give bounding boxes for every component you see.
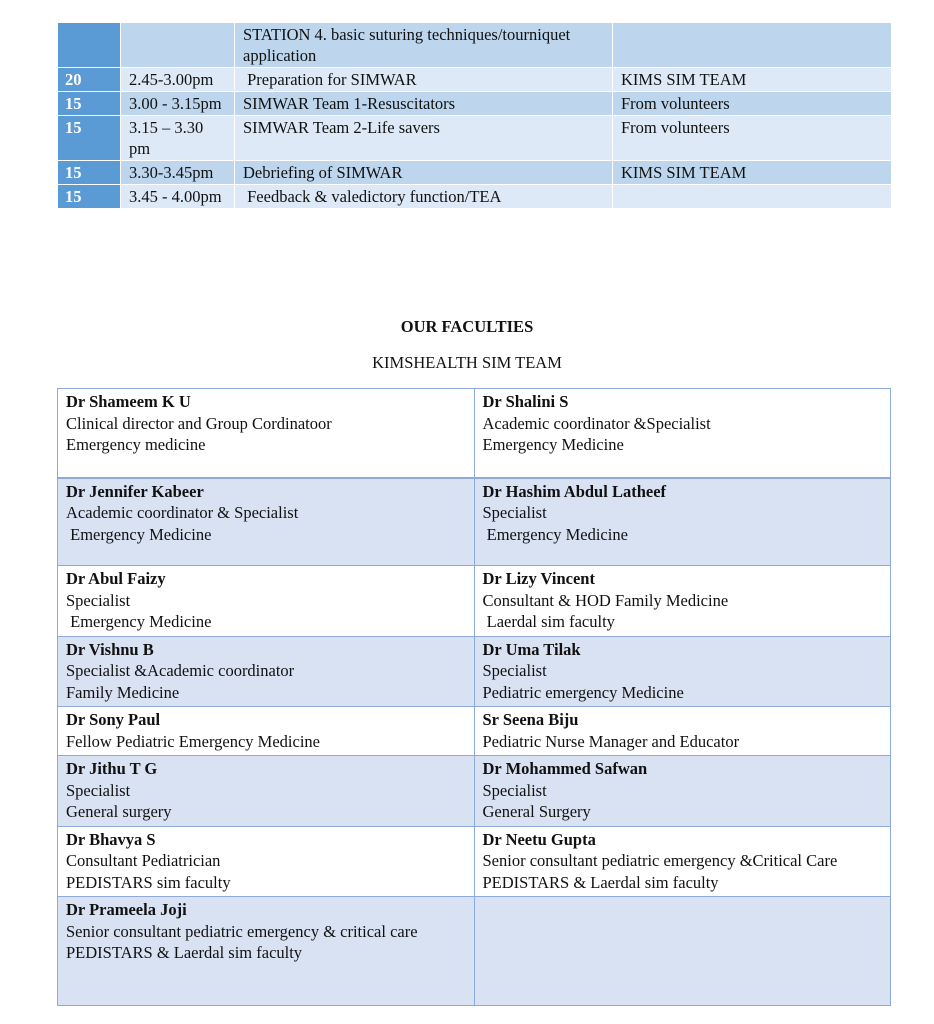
faculty-role-line: Emergency Medicine [482, 524, 628, 544]
faculty-cell [474, 707, 891, 756]
faculty-cell [58, 756, 475, 827]
faculty-name: Dr Vishnu B [66, 639, 154, 659]
faculty-cell [58, 478, 475, 566]
faculty-role-line: Specialist [482, 503, 547, 522]
faculty-cell [58, 707, 475, 756]
faculty-role-line: Academic coordinator &Specialist [482, 413, 711, 433]
facilitator-cell: From volunteers [613, 92, 892, 116]
faculty-cell [474, 826, 891, 897]
time-cell: 3.45 - 4.00pm [121, 185, 235, 209]
duration-cell: 15 [58, 116, 121, 161]
faculty-cell [474, 756, 891, 827]
faculty-role-line: Specialist [66, 590, 131, 610]
duration-cell: 15 [58, 185, 121, 209]
faculty-role-line: Pediatric emergency Medicine [482, 682, 684, 702]
schedule-row [58, 161, 892, 185]
faculty-name: Dr Shalini S [482, 392, 569, 411]
time-cell: 3.30-3.45pm [121, 161, 235, 185]
faculty-role-line: Emergency Medicine [66, 524, 212, 544]
faculty-cell [58, 897, 475, 1006]
faculty-name: Dr Jennifer Kabeer [66, 481, 204, 501]
facilitator-cell [613, 185, 892, 209]
faculty-role-line: Specialist &Academic coordinator [66, 661, 295, 680]
activity-cell: STATION 4. basic suturing techniques/tourniquet application [235, 23, 613, 68]
faculty-role-line: Clinical director and Group Cordinatoor [66, 413, 332, 433]
faculty-role-line: Emergency Medicine [482, 435, 624, 454]
faculty-cell [58, 389, 475, 478]
faculty-role-line: PEDISTARS & Laerdal sim faculty [482, 872, 719, 892]
faculty-row [58, 389, 891, 478]
faculty-role-line: Emergency medicine [66, 435, 206, 454]
faculty-name: Dr Neetu Gupta [482, 829, 596, 849]
faculty-name: Dr Mohammed Safwan [482, 759, 648, 778]
faculty-role-line: Senior consultant pediatric emergency &Critical Care [482, 851, 838, 870]
faculty-row [58, 756, 891, 827]
faculty-role-line: Consultant & HOD Family Medicine [482, 590, 729, 610]
activity-cell: Feedback & valedictory function/TEA [235, 185, 613, 209]
faculty-role-line: Emergency Medicine [66, 612, 212, 631]
duration-cell: 20 [58, 68, 121, 92]
faculty-cell [474, 478, 891, 566]
faculty-role-line: Specialist [66, 780, 131, 800]
activity-cell: SIMWAR Team 1-Resuscitators [235, 92, 613, 116]
schedule-table [57, 22, 892, 209]
faculty-role-line: Specialist [482, 780, 547, 800]
faculty-name: Dr Hashim Abdul Latheef [482, 481, 667, 501]
faculty-name: Dr Sony Paul [66, 710, 161, 729]
activity-cell: SIMWAR Team 2-Life savers [235, 116, 613, 161]
faculty-row [58, 707, 891, 756]
faculty-role-line: Fellow Pediatric Emergency Medicine [66, 731, 320, 751]
activity-cell: Debriefing of SIMWAR [235, 161, 613, 185]
facilitator-cell: From volunteers [613, 116, 892, 161]
faculty-role-line: PEDISTARS sim faculty [66, 872, 231, 892]
faculty-table [57, 388, 891, 1006]
faculty-role-line: PEDISTARS & Laerdal sim faculty [66, 943, 303, 962]
faculty-role-line: Laerdal sim faculty [482, 612, 615, 631]
faculty-row [58, 636, 891, 707]
duration-cell [58, 23, 121, 68]
faculty-cell [474, 636, 891, 707]
faculty-name: Dr Uma Tilak [482, 639, 581, 659]
facilitator-cell: KIMS SIM TEAM [613, 68, 892, 92]
activity-cell: Preparation for SIMWAR [235, 68, 613, 92]
faculty-cell [474, 566, 891, 637]
faculties-title: OUR FACULTIES [400, 317, 534, 336]
faculty-name: Sr Seena Biju [482, 710, 579, 729]
faculty-name: Dr Bhavya S [66, 829, 156, 849]
facilitator-cell [613, 23, 892, 68]
faculty-row [58, 566, 891, 637]
faculty-role-line: Academic coordinator & Specialist [66, 503, 299, 522]
faculty-role-line: General Surgery [482, 802, 591, 821]
faculty-cell [58, 566, 475, 637]
faculty-cell [474, 897, 891, 1006]
schedule-row [58, 23, 892, 68]
faculty-cell [58, 636, 475, 707]
faculty-name: Dr Shameem K U [66, 392, 191, 411]
faculty-row [58, 826, 891, 897]
faculty-row [58, 478, 891, 566]
schedule-row [58, 185, 892, 209]
time-cell: 2.45-3.00pm [121, 68, 235, 92]
faculty-name: Dr Prameela Joji [66, 900, 187, 919]
duration-cell: 15 [58, 92, 121, 116]
faculty-name: Dr Abul Faizy [66, 569, 166, 588]
faculties-subtitle: KIMSHEALTH SIM TEAM [372, 353, 562, 372]
time-cell: 3.00 - 3.15pm [121, 92, 235, 116]
schedule-row [58, 68, 892, 92]
faculty-role-line: General surgery [66, 802, 172, 821]
schedule-row [58, 92, 892, 116]
time-cell: 3.15 – 3.30 pm [121, 116, 235, 161]
faculty-role-line: Family Medicine [66, 682, 180, 702]
faculty-cell [474, 389, 891, 478]
facilitator-cell: KIMS SIM TEAM [613, 161, 892, 185]
faculty-role-line: Senior consultant pediatric emergency & critical care [66, 921, 418, 941]
schedule-row [58, 116, 892, 161]
duration-cell: 15 [58, 161, 121, 185]
faculty-role-line: Pediatric Nurse Manager and Educator [482, 731, 740, 751]
faculty-cell [58, 826, 475, 897]
faculty-role-line: Consultant Pediatrician [66, 851, 221, 870]
time-cell [121, 23, 235, 68]
faculty-name: Dr Lizy Vincent [482, 569, 595, 588]
faculty-name: Dr Jithu T G [66, 759, 158, 778]
faculty-role-line: Specialist [482, 661, 547, 680]
faculty-row [58, 897, 891, 1006]
